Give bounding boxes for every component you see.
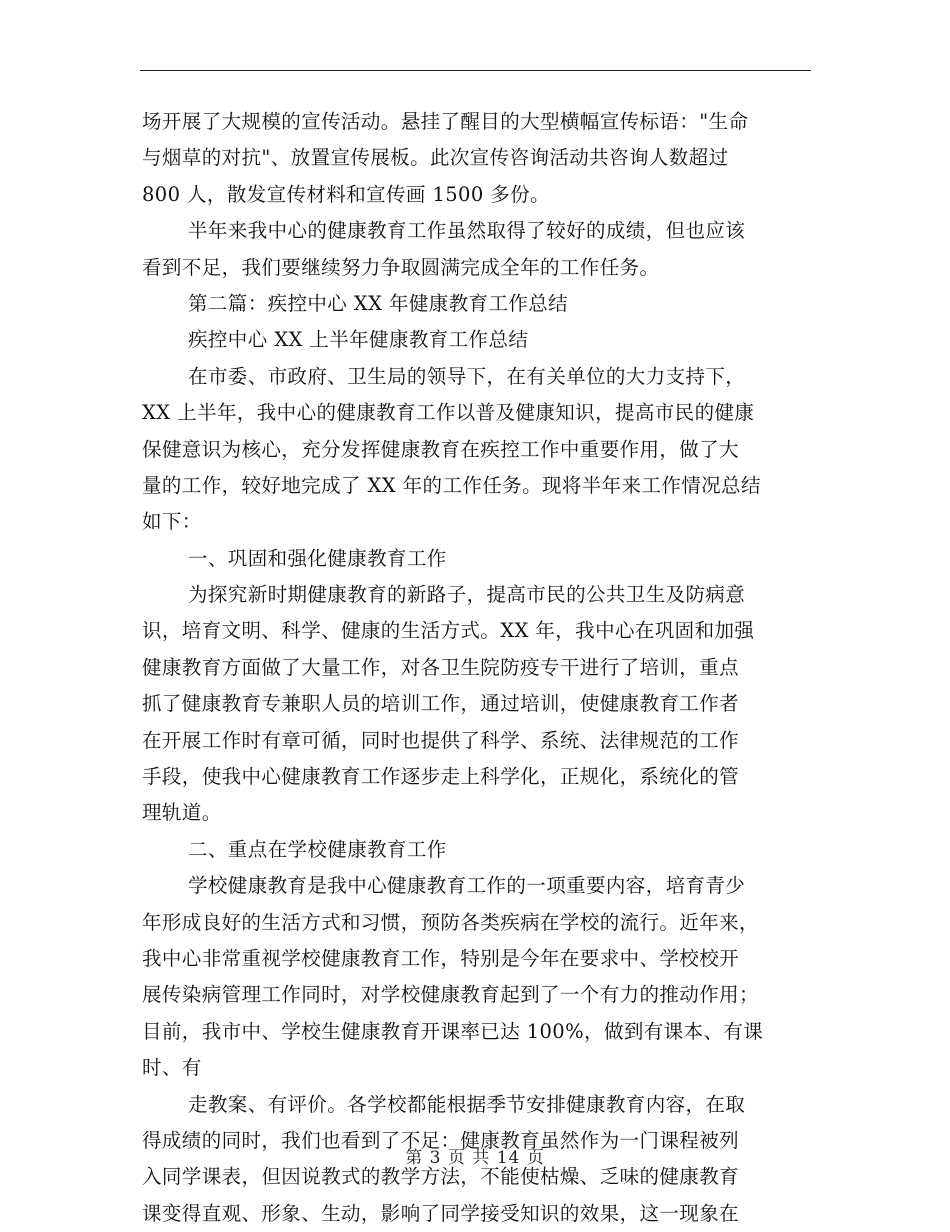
- text-line: 目前，我市中、学校生健康教育开课率已达 100%，做到有课本、有课: [142, 1019, 764, 1043]
- text-line: 识，培育文明、科学、健康的生活方式。XX 年，我中心在巩固和加强: [142, 619, 755, 643]
- text-line: 课变得直观、形象、生动，影响了同学接受知识的效果，这一现象在: [142, 1201, 740, 1225]
- text-line: 半年来我中心的健康教育工作虽然取得了较好的成绩，但也应该: [188, 219, 746, 243]
- text-line: XX 上半年，我中心的健康教育工作以普及健康知识，提高市民的健康: [142, 401, 755, 425]
- text-line: 走教案、有评价。各学校都能根据季节安排健康教育内容，在取: [188, 1092, 746, 1116]
- text-line: 为探究新时期健康教育的新路子，提高市民的公共卫生及防病意: [188, 583, 746, 607]
- text-line: 抓了健康教育专兼职人员的培训工作，通过培训，使健康教育工作者: [142, 692, 740, 716]
- text-line: 场开展了大规模的宣传活动。悬挂了醒目的大型横幅宣传标语："生命: [142, 110, 749, 133]
- text-line: 800 人，散发宣传材料和宣传画 1500 多份。: [142, 182, 550, 206]
- header-rule: [140, 70, 811, 71]
- text-line: 一、巩固和强化健康教育工作: [188, 546, 447, 570]
- text-line: 疾控中心 XX 上半年健康教育工作总结: [188, 328, 529, 352]
- text-line: 看到不足，我们要继续努力争取圆满完成全年的工作任务。: [142, 255, 660, 279]
- document-body: [142, 104, 814, 1232]
- text-line: 入同学课表，但因说教式的教学方法，不能使枯燥、乏味的健康教育: [142, 1165, 740, 1189]
- text-line: 手段，使我中心健康教育工作逐步走上科学化，正规化，系统化的管: [142, 765, 740, 789]
- text-line: 学校健康教育是我中心健康教育工作的一项重要内容，培育青少: [188, 874, 746, 898]
- text-line: 我中心非常重视学校健康教育工作，特别是今年在要求中、学校校开: [142, 946, 740, 970]
- text-line: 在开展工作时有章可循，同时也提供了科学、系统、法律规范的工作: [142, 728, 740, 752]
- text-line: 保健意识为核心，充分发挥健康教育在疾控工作中重要作用，做了大: [142, 437, 740, 461]
- text-line: 健康教育方面做了大量工作，对各卫生院防疫专干进行了培训，重点: [142, 655, 740, 679]
- page-footer: 第 3 页 共 14 页: [405, 1148, 545, 1168]
- text-line: 如下：: [142, 510, 202, 534]
- text-line: 二、重点在学校健康教育工作: [188, 837, 447, 861]
- text-line: 量的工作，较好地完成了 XX 年的工作任务。现将半年来工作情况总结: [142, 473, 761, 497]
- text-line: 时、有: [142, 1056, 202, 1080]
- text-line: 得成绩的同时，我们也看到了不足：健康教育虽然作为一门课程被列: [142, 1128, 740, 1152]
- text-line: 展传染病管理工作同时，对学校健康教育起到了一个有力的推动作用；: [142, 983, 759, 1007]
- text-line: 年形成良好的生活方式和习惯，预防各类疾病在学校的流行。近年来，: [142, 910, 759, 934]
- text-line: 与烟草的对抗"、放置宣传展板。此次宣传咨询活动共咨询人数超过: [142, 146, 729, 170]
- text-line: 在市委、市政府、卫生局的领导下，在有关单位的大力支持下，: [188, 364, 746, 388]
- text-line: 第二篇：疾控中心 XX 年健康教育工作总结: [188, 291, 569, 315]
- text-line: 理轨道。: [142, 801, 222, 825]
